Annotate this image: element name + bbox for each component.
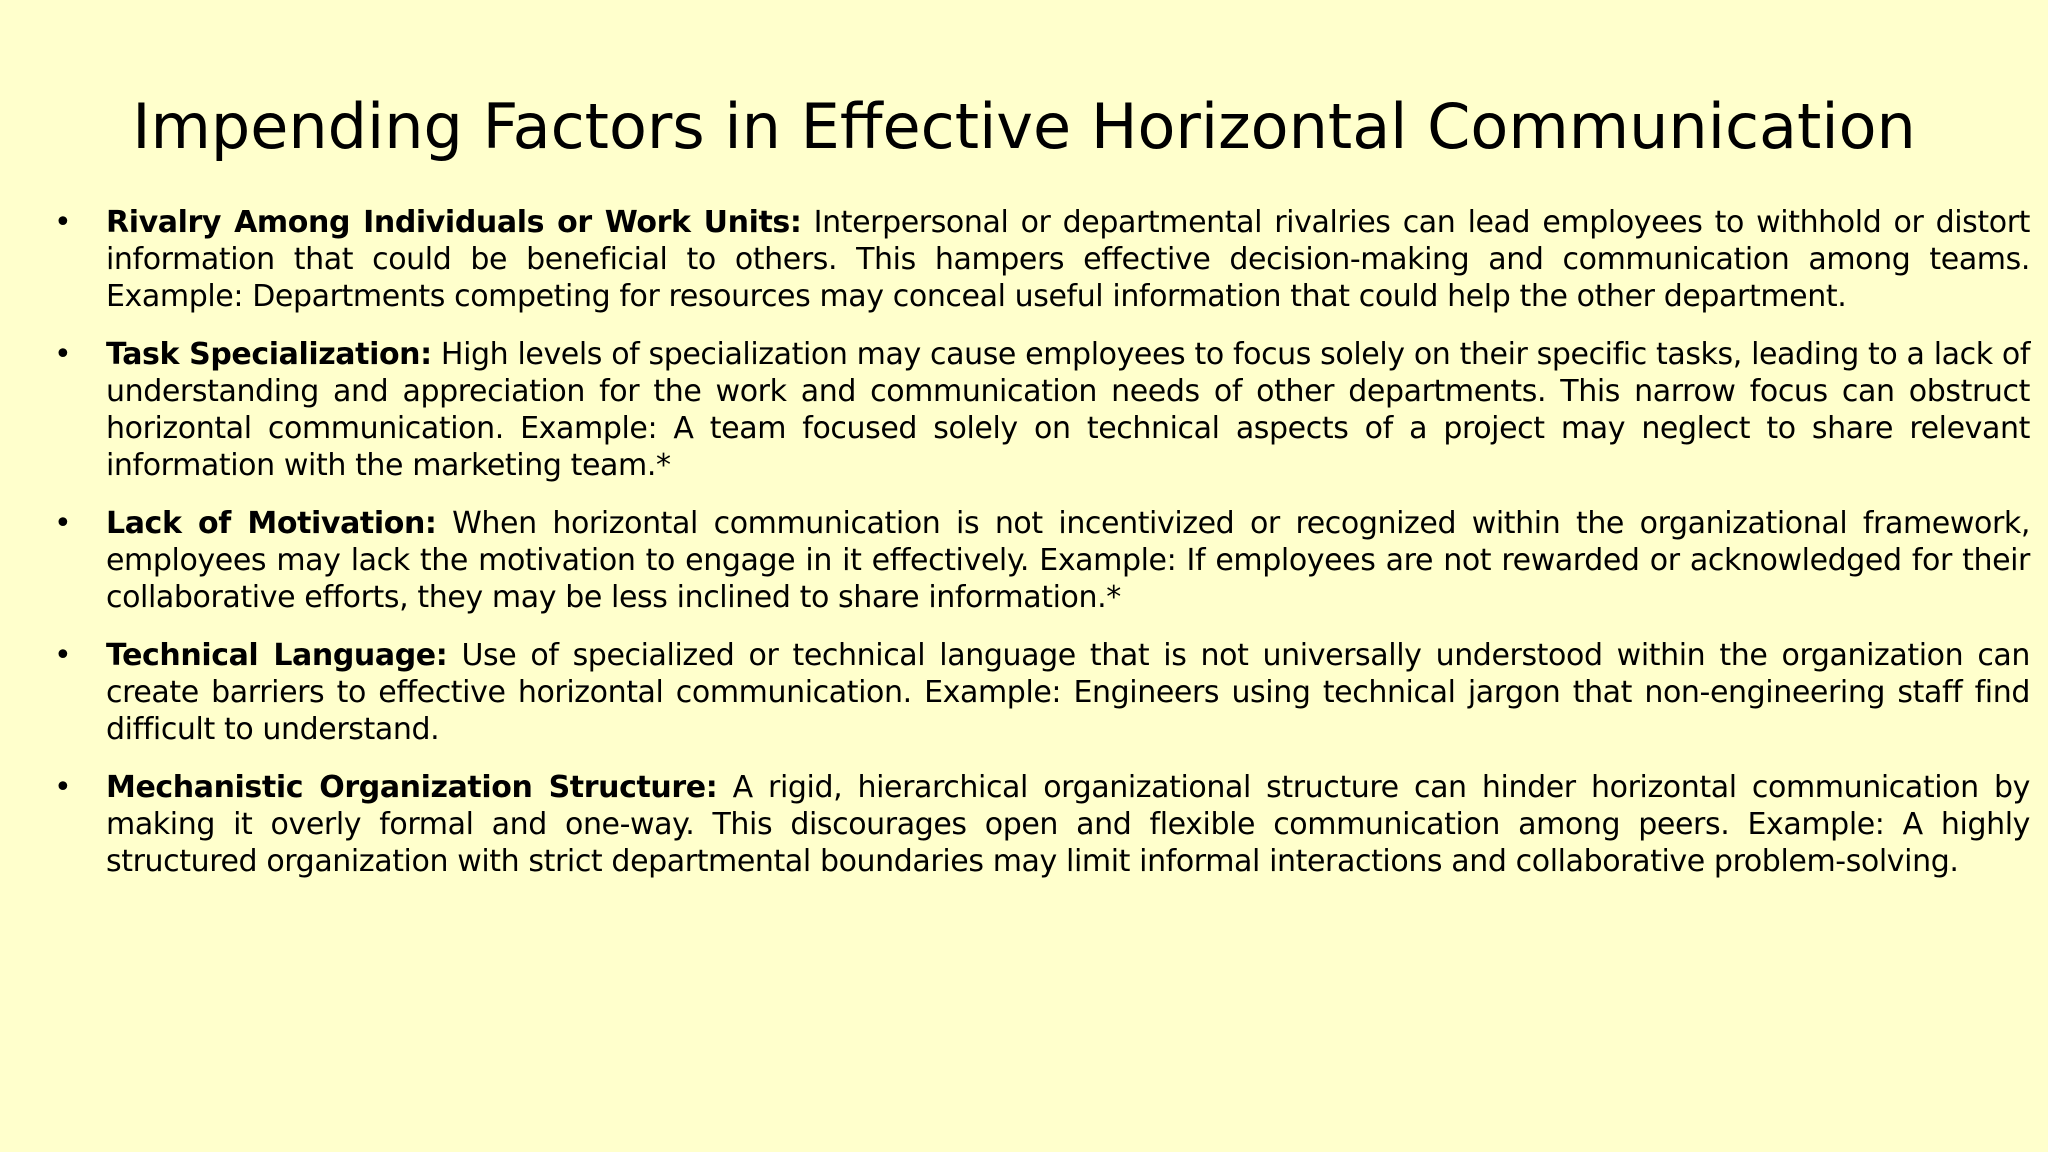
bullet-text: A rigid, hierarchical organizational structure can hinder horizontal communication by making it overly formal and one-way. This discourages open and flexible communication among peers. Example: A highly structured organization with strict departmental boundaries may limit informal interactions and collaborative problem-solving. [106, 770, 2030, 879]
bullet-point-icon: • [54, 337, 72, 372]
bullet-item-rivalry [54, 204, 2030, 315]
slide-title: Impending Factors in Effective Horizontal Communication [132, 90, 1916, 163]
bullet-term: Mechanistic Organization Structure: [106, 770, 718, 805]
bullet-item-task-specialization [54, 336, 2030, 484]
bullet-text: When horizontal communication is not incentivized or recognized within the organizational framework, employees may lack the motivation to engage in it effectively. Example: If employees are not rewarded or acknowledged for their collaborative efforts, they may be less inclined to share information.* [106, 506, 2030, 615]
bullet-point-icon: • [54, 638, 72, 673]
bullet-item-mechanistic-structure [54, 769, 2030, 880]
bullet-item-technical-language [54, 637, 2030, 748]
bullet-point-icon: • [54, 506, 72, 541]
bullet-term: Technical Language: [106, 638, 448, 673]
bullet-point-icon: • [54, 770, 72, 805]
bullet-item-lack-of-motivation [54, 505, 2030, 616]
bullet-list [54, 204, 2030, 901]
bullet-text: High levels of specialization may cause employees to focus solely on their specific tasks, leading to a lack of understanding and appreciation for the work and communication needs of other departments. This narrow focus can obstruct horizontal communication. Example: A team focused solely on technical aspects of a project may neglect to share relevant information with the marketing team.* [106, 337, 2030, 483]
bullet-term: Rivalry Among Individuals or Work Units: [106, 205, 802, 240]
bullet-term: Task Specialization: [106, 337, 432, 372]
bullet-point-icon: • [54, 205, 72, 240]
bullet-term: Lack of Motivation: [106, 506, 437, 541]
bullet-text: Interpersonal or departmental rivalries can lead employees to withhold or distort information that could be beneficial to others. This hampers effective decision-making and communication among teams. Example: Departments competing for resources may conceal useful information that could help the other department. [106, 205, 2030, 314]
bullet-text: Use of specialized or technical language that is not universally understood within the organization can create barriers to effective horizontal communication. Example: Engineers using technical jargon that non-engineering staff find difficult to understand. [106, 638, 2031, 747]
